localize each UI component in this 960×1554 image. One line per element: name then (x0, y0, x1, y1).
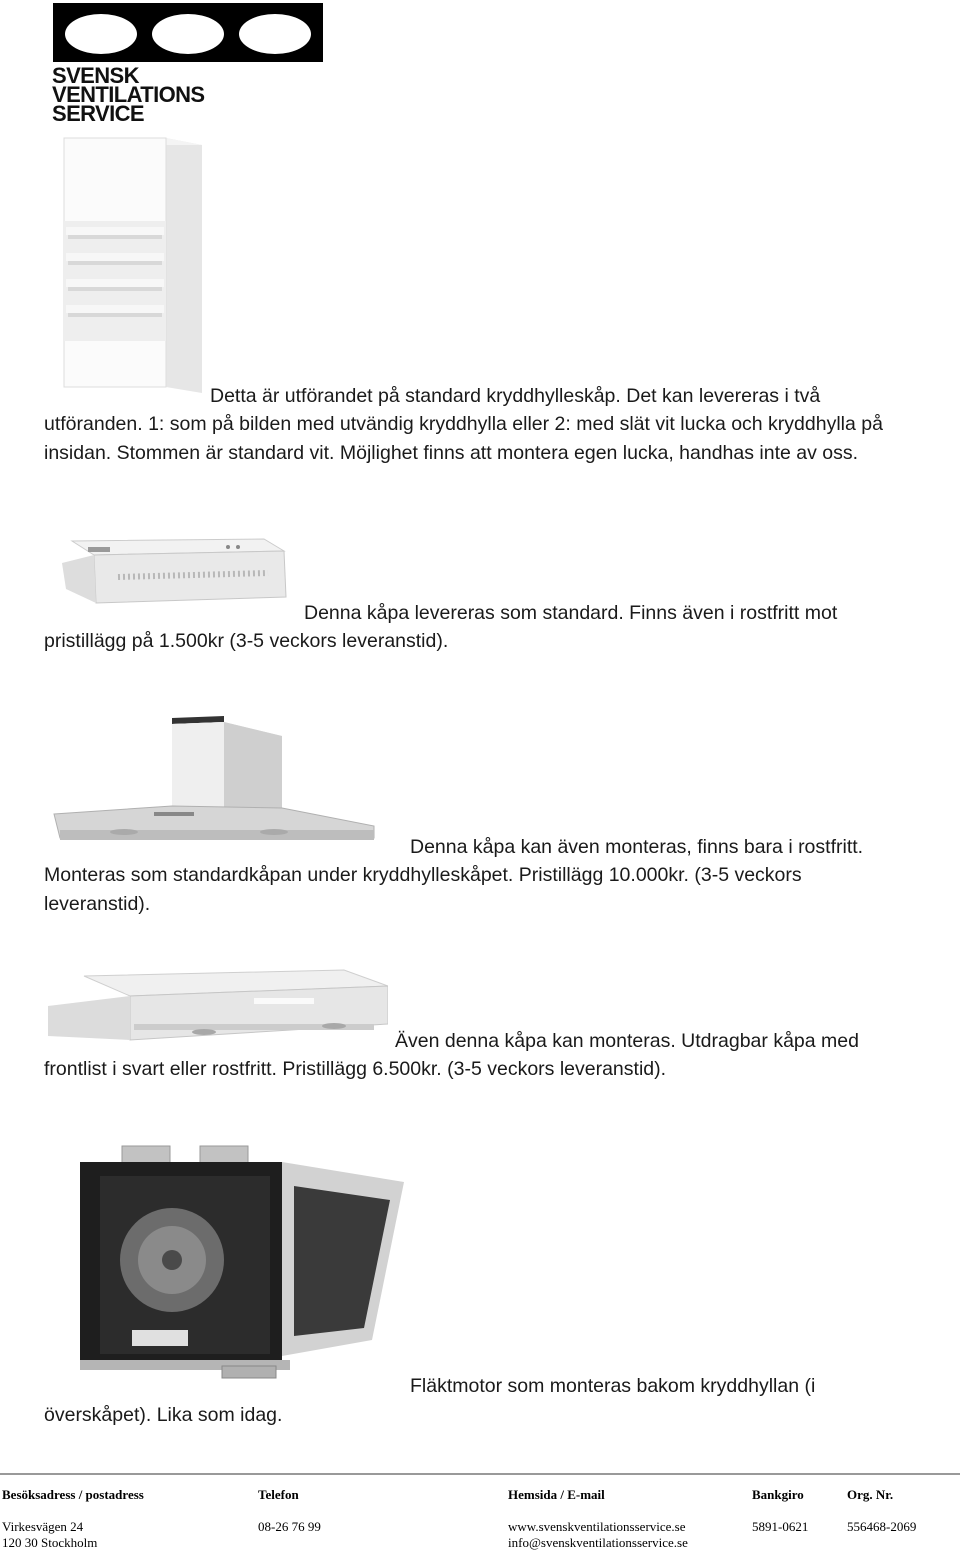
footer-email-link[interactable]: info@svenskventilationsservice.se (508, 1535, 688, 1550)
standard-hood-description: pristillägg på 1.500kr (3-5 veckors leveranstid). (44, 630, 449, 652)
pullout-hood-description-first-line: Även denna kåpa kan monteras. Utdragbar kåpa med (395, 1030, 859, 1052)
standard-hood-image (58, 537, 290, 609)
shelf-cabinet-description: utföranden. 1: som på bilden med utvändig kryddhylla eller 2: med slät vit lucka och kryddhylla på insidan. Stommen är standard vit. Möjlighet finns att montera egen lucka, handhas inte av oss. (44, 413, 883, 464)
fan-motor-description-first-line: Fläktmotor som monteras bakom kryddhyllan (i (410, 1375, 816, 1397)
footer-address-line2: 120 30 Stockholm (2, 1535, 98, 1550)
logo-circle (65, 14, 137, 54)
fan-motor-image (72, 1140, 412, 1380)
stainless-hood-description: Monteras som standardkåpan under kryddhylleskåpet. Pristillägg 10.000kr. (3-5 veckors leveranstid). (44, 864, 802, 915)
logo-circle (152, 14, 224, 54)
footer-divider (0, 1473, 960, 1475)
footer-phone: 08-26 76 99 (258, 1519, 321, 1534)
footer-org-nr: 556468-2069 (847, 1519, 917, 1534)
shelf-cabinet-description-first-line: Detta är utförandet på standard kryddhylleskåp. Det kan levereras i två (210, 385, 821, 407)
footer-header-org-nr: Org. Nr. (847, 1487, 894, 1502)
footer-header-address: Besöksadress / postadress (2, 1487, 144, 1502)
standard-hood-description-first-line: Denna kåpa levereras som standard. Finns även i rostfritt mot (304, 602, 838, 624)
footer-header-phone: Telefon (258, 1487, 299, 1502)
footer-website-link[interactable]: www.svenskventilationsservice.se (508, 1519, 686, 1534)
spice-shelf-cabinet-image (58, 135, 208, 395)
stainless-hood-image (44, 714, 388, 850)
pullout-hood-description: frontlist i svart eller rostfritt. Pristillägg 6.500kr. (3-5 veckors leveranstid). (44, 1058, 667, 1080)
footer-address-line1: Virkesvägen 24 (2, 1519, 84, 1534)
logo-circle (239, 14, 311, 54)
stainless-hood-description-first-line: Denna kåpa kan även monteras, finns bara i rostfritt. (410, 836, 864, 858)
company-logo (53, 3, 323, 62)
pullout-hood-image (44, 966, 388, 1048)
footer-bankgiro: 5891-0621 (752, 1519, 809, 1534)
footer-header-bankgiro: Bankgiro (752, 1487, 804, 1502)
logo-wordmark: SVENSK VENTILATIONS SERVICE (52, 63, 205, 126)
footer-header-web: Hemsida / E-mail (508, 1487, 605, 1502)
fan-motor-description: överskåpet). Lika som idag. (44, 1404, 283, 1426)
